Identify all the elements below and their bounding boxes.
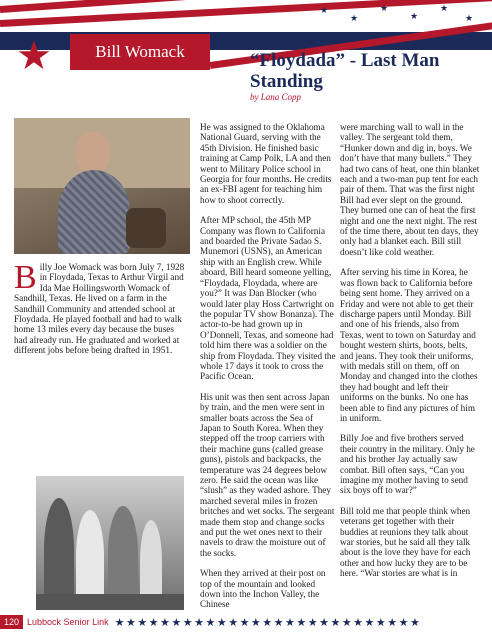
page-number: 120 — [0, 615, 23, 629]
paragraph: His unit was then sent across Japan by train, and the men were sent in smaller boats across the Sea of Japan to South Korea. When they stepped off the troop carriers with their machine guns (called grease guns), pistols and backpacks, the temperature was 24 degrees below zero. He said the ocean was like “slush” as they waded ashore. They marched several miles in frozen britches and wet socks. The sergeant made them stop and change socks and put the wet ones next to their navels to draw the moisture out of the socks. — [200, 391, 335, 558]
portrait-photo — [14, 118, 190, 254]
article-title: “Floydada” - Last Man Standing — [250, 50, 440, 92]
paragraph: He was assigned to the Oklahoma National Guard, serving with the 45th Division. He finished basic training at Camp Polk, LA and then went to Military Police school in Georgia for four months. He credits an ex-FBI agent for teaching him how to shoot correctly. — [200, 122, 332, 205]
byline: by Lana Copp — [250, 92, 302, 102]
flag-banner — [0, 0, 492, 118]
star-icon: ★ — [380, 3, 389, 13]
figure — [44, 498, 74, 602]
section-name-tag: Bill Womack — [70, 34, 210, 70]
star-icon: ★ — [350, 13, 359, 23]
figure — [76, 510, 104, 602]
paragraph: After serving his time in Korea, he was flown back to California before being sent home. They arrived on a Friday and were not able to get their discharge papers until Monday. Bill and one of his friends, also from Texas, went to town on Saturday and bought western shirts, boots, belts, and jeans. They took their uniforms, with medals still on them, off on Monday and changed into the clothes they had bought and left their uniforms on the bunks. No one has been able to find any pictures of him in uniform. — [340, 267, 478, 423]
paragraph: were marching wall to wall in the valley. The sergeant told them, “Hunker down and dig in, boys. We don’t have that many bullets.” They had two cans of heat, one thin blanket each and a two-man pup tent for each pair of them. That was the first night Bill had ever slept on the ground. They burned one can of heat the first night and one the next night. The rest of the time there, about ten days, they only had a blanket each. Bill still doesn’t like cold weather. — [340, 122, 480, 257]
page-footer — [0, 612, 492, 632]
figure — [108, 506, 138, 602]
star-icon: ★ — [16, 33, 52, 78]
ground — [36, 594, 184, 610]
text-column-3 — [340, 122, 480, 589]
drop-cap: B — [14, 259, 37, 296]
chair-arm — [126, 208, 166, 248]
star-icon: ★ — [465, 13, 474, 23]
star-icon: ★ — [440, 3, 449, 13]
text-column-1 — [14, 259, 188, 366]
figure — [140, 520, 162, 602]
paragraph-text: illy Joe Womack was born July 7, 1928 in Floydada, Texas to Arthur Virgil and Ida Mae Hollingsworth Womack of Sandhill, Texas. He lived on a farm in the Sandhill Community and attended school at Floydada. He played football and had to walk home 13 miles every day because the buses had already run. He graduated and worked at different jobs before being drafted in 1951. — [14, 262, 185, 356]
paragraph: Bill told me that people think when veterans get together with their buddies at reunions they talk about war stories, but he said all they talk about is the love they have for each other and how lucky they are to be here. “War stories are what is in — [340, 505, 471, 579]
star-icon: ★ — [320, 5, 329, 15]
paragraph: After MP school, the 45th MP Company was flown to California and boarded the Private Sadao S. Munemori (USNS), an American ship with an English crew. While aboard, Bill heard someone yelling, “Floydada, Floydada, where are you?” It was Dan Blocker (who would later play Hoss Cartwright on the popular TV show Bonanza). The actor-to-be had grown up in O’Donnell, Texas, and someone had told him there was a soldier on the ship from Floydada. They visited the whole 17 days it took to cross the Pacific Ocean. — [200, 215, 336, 382]
text-column-2 — [200, 122, 336, 620]
paragraph — [14, 259, 188, 356]
plaid-shirt — [58, 170, 130, 254]
star-icon: ★ — [410, 11, 419, 21]
head — [76, 132, 110, 174]
star-row-icon: ★★★★★★★★★★★★★★★★★★★★★★★★★★★ — [114, 616, 422, 629]
paragraph: When they arrived at their post on top of the mountain and looked down into the Inchon Valley, the Chinese — [200, 568, 326, 610]
paragraph: Billy Joe and five brothers served their country in the military. Only he and his brother Jay actually saw combat. Bill often says, “Can you imagine my mother having to send six boys off to war?” — [340, 433, 475, 496]
publication-name: Lubbock Senior Link — [27, 617, 109, 627]
family-photo — [36, 476, 184, 610]
